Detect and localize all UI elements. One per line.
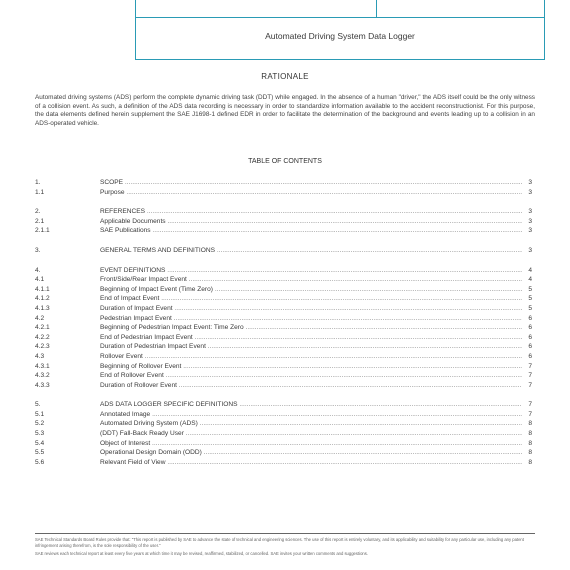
toc-entry-number: 5.4 [35, 439, 45, 447]
toc-entry-page: 8 [524, 429, 532, 439]
toc-entry-number: 3. [35, 246, 41, 254]
toc-entry-title: GENERAL TERMS AND DEFINITIONS ..... [100, 246, 522, 256]
footer-notice [35, 537, 535, 559]
toc-entry[interactable] [35, 304, 532, 314]
toc-entry-page: 7 [524, 400, 532, 410]
toc-entry-page: 6 [524, 323, 532, 333]
toc-entry-page: 3 [524, 188, 532, 198]
toc-entry-page: 7 [524, 371, 532, 381]
toc-entry-title: Duration of Pedestrian Impact Event ..... [100, 342, 522, 352]
toc-heading: TABLE OF CONTENTS [248, 158, 322, 165]
toc-entry-title: REFERENCES ..... [100, 207, 522, 217]
toc-entry-page: 6 [524, 352, 532, 362]
toc-entry-page: 3 [524, 207, 532, 217]
toc-entry-number: 5. [35, 401, 41, 409]
footer-line-1: SAE Technical Standards Board Rules provide that: "This report is published by SAE to advance the state of technical and engineering sciences. The use of this report is entirely voluntary, and its applicability and suitability for any particular use, including any patent infringement arising therefrom, is the sole responsibility of the user." [35, 537, 524, 548]
toc-entry[interactable] [35, 362, 532, 372]
toc-entry[interactable] [35, 285, 532, 295]
toc-entry-number: 5.5 [35, 449, 45, 457]
toc-entry-number: 4.3.1 [35, 362, 50, 370]
toc-entry-title: SCOPE ..... [100, 178, 522, 188]
toc-entry-page: 5 [524, 285, 532, 295]
toc-entry-page: 7 [524, 410, 532, 420]
toc-entry-title: Front/Side/Rear Impact Event ..... [100, 275, 522, 285]
toc-entry-page: 8 [524, 458, 532, 468]
toc-entry[interactable] [35, 419, 532, 429]
toc-entry-number: 4.2.2 [35, 333, 50, 341]
toc-entry[interactable] [35, 217, 532, 227]
toc-entry[interactable] [35, 178, 532, 188]
toc-entry[interactable] [35, 314, 532, 324]
toc-entry[interactable] [35, 342, 532, 352]
toc-entry[interactable] [35, 458, 532, 468]
toc-entry-page: 4 [524, 275, 532, 285]
toc-entry-page: 7 [524, 362, 532, 372]
toc-entry[interactable] [35, 448, 532, 458]
toc-entry-page: 8 [524, 439, 532, 449]
footer-line-2: SAE reviews each technical report at least every five years at which time it may be revised, reaffirmed, stabilized, or cancelled. SAE invites your written comments and suggestions. [35, 551, 368, 556]
toc-entry[interactable] [35, 275, 532, 285]
toc-entry-number: 4.3.3 [35, 381, 50, 389]
toc-entry[interactable] [35, 371, 532, 381]
toc-entry-title: EVENT DEFINITIONS ..... [100, 266, 522, 276]
toc-entry-number: 4.2.1 [35, 324, 50, 332]
toc-entry-page: 6 [524, 333, 532, 343]
toc-entry-number: 1. [35, 179, 41, 186]
toc-entry-title: Annotated Image ..... [100, 410, 522, 420]
toc-entry-number: 4.3 [35, 352, 45, 360]
header-cell-divider [376, 0, 377, 17]
toc-entry-title: (DDT) Fall-Back Ready User ..... [100, 429, 522, 439]
toc-entry-page: 3 [524, 226, 532, 236]
footer-divider [35, 533, 535, 534]
toc-entry[interactable] [35, 246, 532, 256]
toc-entry-page: 4 [524, 266, 532, 276]
document-header-box [135, 0, 545, 60]
toc-entry-number: 2.1.1 [35, 227, 50, 235]
toc-entry[interactable] [35, 226, 532, 236]
toc-entry-title: Beginning of Impact Event (Time Zero) ..... [100, 285, 522, 295]
toc-entry-title: Duration of Rollover Event ..... [100, 381, 522, 391]
toc-entry-number: 4.2 [35, 314, 45, 322]
toc-entry-page: 6 [524, 342, 532, 352]
toc-entry-number: 5.2 [35, 420, 45, 428]
toc-entry[interactable] [35, 294, 532, 304]
toc-entry-page: 8 [524, 448, 532, 458]
toc-entry-page: 3 [524, 178, 532, 188]
toc-entry-page: 7 [524, 381, 532, 391]
toc-entry-title: Beginning of Rollover Event ..... [100, 362, 522, 372]
table-of-contents [35, 178, 532, 467]
toc-entry-number: 2. [35, 208, 41, 216]
toc-entry-title: Operational Design Domain (ODD) ..... [100, 448, 522, 458]
toc-entry-title: Automated Driving System (ADS) ..... [100, 419, 522, 429]
toc-entry[interactable] [35, 439, 532, 449]
toc-entry-page: 8 [524, 419, 532, 429]
toc-entry-title: Beginning of Pedestrian Impact Event: Time Zero ..... [100, 323, 522, 333]
toc-entry-title: Duration of Impact Event ..... [100, 304, 522, 314]
toc-entry[interactable] [35, 323, 532, 333]
toc-entry[interactable] [35, 352, 532, 362]
toc-entry-page: 6 [524, 314, 532, 324]
toc-entry-number: 1.1 [35, 188, 45, 196]
toc-entry[interactable] [35, 429, 532, 439]
toc-entry-number: 4.3.2 [35, 372, 50, 380]
toc-entry-number: 5.3 [35, 430, 45, 438]
toc-entry-number: 4.2.3 [35, 343, 50, 351]
toc-entry[interactable] [35, 188, 532, 198]
toc-entry-page: 5 [524, 304, 532, 314]
toc-entry[interactable] [35, 410, 532, 420]
toc-entry-number: 5.6 [35, 458, 45, 466]
toc-entry-number: 4. [35, 266, 41, 274]
toc-entry-number: 4.1.3 [35, 304, 50, 312]
toc-entry-number: 4.1 [35, 276, 45, 284]
toc-entry-title: End of Rollover Event ..... [100, 371, 522, 381]
toc-entry-number: 2.1 [35, 217, 45, 225]
document-title: Automated Driving System Data Logger [265, 31, 415, 41]
toc-entry-title: End of Impact Event ..... [100, 294, 522, 304]
toc-entry-page: 5 [524, 294, 532, 304]
toc-entry-page: 3 [524, 217, 532, 227]
rationale-paragraph: Automated driving systems (ADS) perform the complete dynamic driving task (DDT) while engaged. In the absence of a human "driver," the ADS itself could be the only witness of a collision event. As such, a definition of the ADS data recording is necessary in order to standardize information available to the accident reconstructionist. For this purpose, the data elements defined herein supplement the SAE J1698-1 defined EDR in order to facilitate the determination of the background and events leading up to a collision in an ADS-operated vehicle. [35, 94, 535, 128]
header-divider-line [136, 17, 544, 18]
toc-entry-title: Rollover Event ..... [100, 352, 522, 362]
toc-entry-title: Relevant Field of View ..... [100, 458, 522, 468]
toc-entry-number: 4.1.2 [35, 295, 50, 303]
toc-entry[interactable] [35, 266, 532, 276]
toc-entry-title: Applicable Documents ..... [100, 217, 522, 227]
toc-entry-title: End of Pedestrian Impact Event ..... [100, 333, 522, 343]
toc-entry[interactable] [35, 207, 532, 217]
toc-entry[interactable] [35, 333, 532, 343]
toc-entry-title: Pedestrian Impact Event ..... [100, 314, 522, 324]
toc-entry-title: ADS DATA LOGGER SPECIFIC DEFINITIONS ..... [100, 400, 522, 410]
toc-entry-title: Purpose ..... [100, 188, 522, 198]
toc-entry-number: 5.1 [35, 410, 45, 418]
toc-entry-title: Object of Interest ..... [100, 439, 522, 449]
toc-entry-page: 3 [524, 246, 532, 256]
toc-entry-title: SAE Publications ..... [100, 226, 522, 236]
toc-entry[interactable] [35, 381, 532, 391]
toc-entry-number: 4.1.1 [35, 285, 50, 293]
rationale-heading: RATIONALE [261, 72, 309, 81]
toc-entry[interactable] [35, 400, 532, 410]
